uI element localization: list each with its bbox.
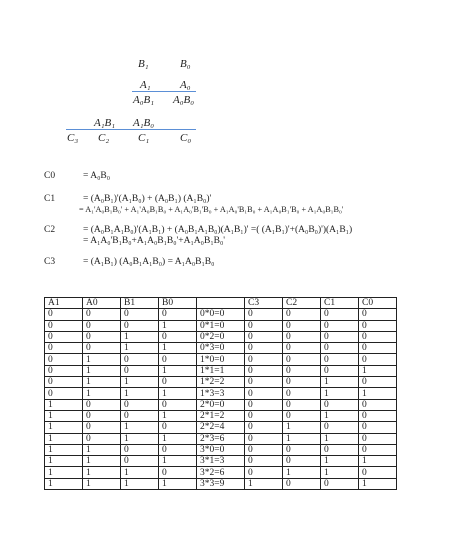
cell-c1: 0 [321, 309, 359, 320]
table-row [45, 309, 397, 320]
cell-c1: 0 [321, 399, 359, 410]
cell-c1: 0 [321, 320, 359, 331]
cell-a1: 1 [45, 467, 83, 478]
c0-label: C₀ [180, 132, 192, 144]
table-row [45, 410, 397, 421]
cell-c2: 0 [283, 410, 321, 421]
cell-c1: 0 [321, 444, 359, 455]
cell-c1: 0 [321, 365, 359, 376]
cell-b1: 0 [121, 320, 159, 331]
cell-c0: 0 [359, 399, 397, 410]
cell-product: 0*1=0 [197, 320, 245, 331]
truth-table [44, 297, 397, 490]
c2-eq-label: C2 [44, 225, 56, 235]
table-header-row [45, 298, 397, 309]
cell-product: 0*3=0 [197, 343, 245, 354]
table-row [45, 331, 397, 342]
table-row [45, 320, 397, 331]
cell-c0: 1 [359, 456, 397, 467]
cell-c2: 0 [283, 444, 321, 455]
c3-label: C₃ [67, 132, 79, 144]
cell-c2: 0 [283, 365, 321, 376]
cell-c0: 0 [359, 433, 397, 444]
cell-c2: 0 [283, 309, 321, 320]
cell-b0: 0 [159, 444, 197, 455]
cell-a0: 0 [83, 331, 121, 342]
cell-b1: 1 [121, 467, 159, 478]
cell-c0: 0 [359, 444, 397, 455]
c1-eq-line: = (A₀B₁)'(A₁B₀) + (A₀B₁) (A₁B₀)' [83, 194, 212, 204]
a1-label: A₁ [140, 79, 151, 91]
b0-label: B₀ [180, 58, 191, 70]
cell-b0: 1 [159, 320, 197, 331]
cell-b1: 0 [121, 444, 159, 455]
cell-c2: 1 [283, 467, 321, 478]
a0-label: A₀ [180, 79, 191, 91]
cell-a1: 0 [45, 309, 83, 320]
cell-a1: 0 [45, 377, 83, 388]
cell-c3: 1 [245, 478, 283, 489]
cell-c0: 0 [359, 320, 397, 331]
table-row [45, 399, 397, 410]
cell-b0: 1 [159, 343, 197, 354]
cell-product: 3*0=0 [197, 444, 245, 455]
cell-c2: 1 [283, 433, 321, 444]
cell-a1: 1 [45, 456, 83, 467]
cell-c1: 1 [321, 377, 359, 388]
cell-c2: 0 [283, 456, 321, 467]
a1b0-label: A₁B₀ [133, 117, 155, 129]
table-row [45, 467, 397, 478]
cell-b0: 0 [159, 309, 197, 320]
cell-c1: 1 [321, 467, 359, 478]
cell-c2: 0 [283, 478, 321, 489]
cell-c1: 1 [321, 410, 359, 421]
header-b0: B0 [159, 298, 197, 309]
cell-b1: 1 [121, 433, 159, 444]
cell-c3: 0 [245, 388, 283, 399]
cell-c3: 0 [245, 331, 283, 342]
cell-c0: 0 [359, 354, 397, 365]
cell-a0: 1 [83, 467, 121, 478]
cell-a0: 1 [83, 444, 121, 455]
cell-c0: 0 [359, 309, 397, 320]
cell-a1: 1 [45, 399, 83, 410]
c3-eq-label: C3 [44, 257, 56, 267]
cell-b1: 1 [121, 343, 159, 354]
cell-product: 2*2=4 [197, 422, 245, 433]
header-c2: C2 [283, 298, 321, 309]
cell-c0: 1 [359, 365, 397, 376]
cell-a0: 1 [83, 478, 121, 489]
cell-c1: 0 [321, 331, 359, 342]
cell-b1: 0 [121, 410, 159, 421]
cell-c1: 0 [321, 422, 359, 433]
cell-c1: 0 [321, 343, 359, 354]
cell-b1: 0 [121, 365, 159, 376]
cell-a1: 1 [45, 410, 83, 421]
cell-a0: 1 [83, 388, 121, 399]
b1-label: B₁ [138, 58, 149, 70]
c0-eq-label: C0 [44, 171, 56, 181]
cell-b0: 1 [159, 365, 197, 376]
cell-c0: 0 [359, 377, 397, 388]
cell-b0: 1 [159, 433, 197, 444]
table-row [45, 354, 397, 365]
cell-c1: 1 [321, 433, 359, 444]
cell-c3: 0 [245, 433, 283, 444]
cell-c2: 0 [283, 377, 321, 388]
cell-c2: 0 [283, 320, 321, 331]
c2-label: C₂ [98, 132, 110, 144]
table-row [45, 478, 397, 489]
c0-eq-line: = A₀B₀ [83, 171, 111, 181]
cell-a0: 1 [83, 456, 121, 467]
cell-b1: 1 [121, 331, 159, 342]
cell-c3: 0 [245, 354, 283, 365]
table-row [45, 365, 397, 376]
cell-c3: 0 [245, 467, 283, 478]
cell-c3: 0 [245, 444, 283, 455]
cell-b0: 0 [159, 422, 197, 433]
header-c1: C1 [321, 298, 359, 309]
cell-product: 3*3=9 [197, 478, 245, 489]
table-row [45, 343, 397, 354]
cell-b1: 0 [121, 399, 159, 410]
c1-label: C₁ [138, 132, 150, 144]
cell-product: 1*3=3 [197, 388, 245, 399]
cell-a0: 0 [83, 309, 121, 320]
sum-rule-line [66, 129, 196, 130]
cell-c3: 0 [245, 343, 283, 354]
cell-b1: 0 [121, 354, 159, 365]
c2-eq-line: = A₁A₀'B₁B₀+A₁A₀B₁B₀'+A₁A₀B₁B₀' [83, 236, 225, 246]
table-row [45, 433, 397, 444]
cell-a1: 0 [45, 354, 83, 365]
table-row [45, 444, 397, 455]
cell-product: 1*1=1 [197, 365, 245, 376]
cell-a1: 0 [45, 388, 83, 399]
cell-c0: 0 [359, 422, 397, 433]
header-c0: C0 [359, 298, 397, 309]
cell-product: 1*2=2 [197, 377, 245, 388]
header-c3: C3 [245, 298, 283, 309]
cell-c1: 0 [321, 478, 359, 489]
cell-product: 0*0=0 [197, 309, 245, 320]
a0b0-label: A₀B₀ [173, 94, 195, 106]
cell-c3: 0 [245, 377, 283, 388]
cell-product: 2*1=2 [197, 410, 245, 421]
cell-c3: 0 [245, 399, 283, 410]
cell-b0: 1 [159, 478, 197, 489]
cell-b0: 1 [159, 410, 197, 421]
cell-b1: 0 [121, 456, 159, 467]
cell-a0: 0 [83, 320, 121, 331]
cell-a0: 1 [83, 365, 121, 376]
cell-c3: 0 [245, 456, 283, 467]
cell-c1: 1 [321, 388, 359, 399]
cell-a1: 0 [45, 343, 83, 354]
cell-a0: 0 [83, 399, 121, 410]
cell-c3: 0 [245, 309, 283, 320]
cell-product: 3*1=3 [197, 456, 245, 467]
cell-c0: 1 [359, 478, 397, 489]
cell-a1: 1 [45, 433, 83, 444]
cell-a1: 1 [45, 478, 83, 489]
cell-c0: 0 [359, 331, 397, 342]
cell-c0: 0 [359, 343, 397, 354]
cell-a0: 0 [83, 410, 121, 421]
cell-a0: 0 [83, 433, 121, 444]
table-row [45, 388, 397, 399]
cell-b1: 1 [121, 377, 159, 388]
header-b1: B1 [121, 298, 159, 309]
cell-product: 0*2=0 [197, 331, 245, 342]
cell-c3: 0 [245, 410, 283, 421]
cell-a1: 1 [45, 444, 83, 455]
table-row [45, 456, 397, 467]
a1b1-label: A₁B₁ [94, 117, 116, 129]
cell-b0: 0 [159, 354, 197, 365]
cell-product: 2*3=6 [197, 433, 245, 444]
cell-product: 3*2=6 [197, 467, 245, 478]
cell-b1: 0 [121, 309, 159, 320]
cell-a1: 1 [45, 422, 83, 433]
table-row [45, 377, 397, 388]
cell-b0: 0 [159, 399, 197, 410]
cell-c2: 1 [283, 422, 321, 433]
cell-c2: 0 [283, 354, 321, 365]
cell-product: 1*0=0 [197, 354, 245, 365]
cell-a0: 1 [83, 377, 121, 388]
cell-c1: 0 [321, 354, 359, 365]
cell-a0: 0 [83, 343, 121, 354]
cell-b0: 0 [159, 467, 197, 478]
cell-c0: 0 [359, 467, 397, 478]
cell-c3: 0 [245, 422, 283, 433]
product-rule-line [132, 91, 196, 92]
table-row [45, 422, 397, 433]
header-a0: A0 [83, 298, 121, 309]
cell-a0: 0 [83, 422, 121, 433]
c2-eq-line: = (A₀B₁A₁B₀)'(A₁B₁) + (A₀B₁A₁B₀)(A₁B₁)' =( (A₁B₁)'+(A₀B₀)')(A₁B₁) [83, 225, 353, 235]
cell-c2: 0 [283, 331, 321, 342]
truth-table-body [45, 309, 397, 490]
cell-b0: 0 [159, 377, 197, 388]
cell-b1: 1 [121, 478, 159, 489]
cell-a0: 1 [83, 354, 121, 365]
cell-c1: 1 [321, 456, 359, 467]
cell-c0: 0 [359, 410, 397, 421]
header-product [197, 298, 245, 309]
cell-c2: 0 [283, 388, 321, 399]
cell-b0: 0 [159, 331, 197, 342]
cell-c3: 0 [245, 365, 283, 376]
cell-a1: 0 [45, 331, 83, 342]
header-a1: A1 [45, 298, 83, 309]
c3-eq-line: = (A₁B₁) (A₀B₁A₁B₀) = A₁A₀B₁B₀ [83, 257, 215, 267]
cell-a1: 0 [45, 365, 83, 376]
a0b1-label: A₀B₁ [133, 94, 155, 106]
cell-a1: 0 [45, 320, 83, 331]
cell-b1: 1 [121, 388, 159, 399]
cell-c2: 0 [283, 343, 321, 354]
cell-b1: 1 [121, 422, 159, 433]
cell-product: 2*0=0 [197, 399, 245, 410]
cell-c0: 1 [359, 388, 397, 399]
cell-b0: 1 [159, 388, 197, 399]
cell-c3: 0 [245, 320, 283, 331]
c1-eq-line: = A₁'A₀B₁B₀' + A₁'A₀B₁B₀ + A₁A₀'B₁'B₀ + A₁A₀'B₁B₀ + A₁A₀B₁'B₀ + A₁A₀B₁B₀' [79, 205, 344, 214]
cell-b0: 1 [159, 456, 197, 467]
c1-eq-label: C1 [44, 194, 56, 204]
cell-c2: 0 [283, 399, 321, 410]
